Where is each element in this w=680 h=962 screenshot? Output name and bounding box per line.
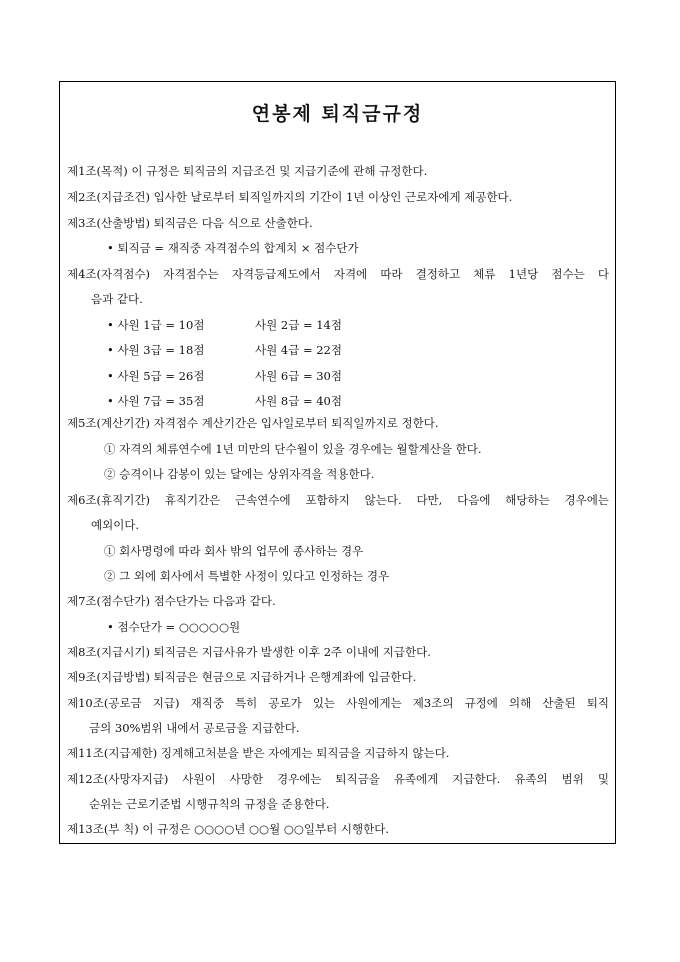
- word: 자격등급제도에서: [231, 267, 321, 281]
- article-9: 제9조(지급방법) 퇴직금은 현금으로 지급하거나 은행계좌에 입금한다.: [67, 670, 417, 684]
- word: 제6조(휴직기간): [67, 493, 150, 507]
- word: 규정에: [464, 696, 498, 710]
- word: 체류: [473, 267, 496, 281]
- word: 특히: [235, 696, 258, 710]
- word: 제10조(공로금: [67, 696, 142, 710]
- document-title: 연봉제 퇴직금규정: [251, 103, 424, 125]
- word: 않는다.: [364, 493, 402, 507]
- word: 근속연수에: [235, 493, 291, 507]
- article-5-item: ① 자격의 체류연수에 1년 미만의 단수월이 있을 경우에는 월할계산을 한다.: [104, 442, 482, 456]
- grade-right: 사원 6급 = 30점: [255, 369, 342, 383]
- article-8: 제8조(지급시기) 퇴직금은 지급사유가 발생한 이후 2주 이내에 지급한다.: [67, 645, 431, 659]
- word: 다만,: [416, 493, 443, 507]
- article-13: 제13조(부 칙) 이 규정은 ○○○○년 ○○월 ○○일부터 시행한다.: [67, 822, 389, 836]
- word: 유족의: [514, 772, 548, 786]
- word: 제4조(자격점수): [67, 267, 150, 281]
- article-7: 제7조(점수단가) 점수단가는 다음과 같다.: [67, 594, 276, 608]
- article-10-line2: 금의 30%범위 내에서 공로금을 지급한다.: [89, 721, 300, 735]
- word: 결정하고: [415, 267, 461, 281]
- word: 및: [597, 772, 609, 786]
- article-4-line2: 음과 같다.: [91, 292, 143, 306]
- word: 다음에: [457, 493, 491, 507]
- word: 사원이: [182, 772, 216, 786]
- grade-left: • 사원 5급 = 26점: [107, 369, 205, 383]
- word: 의해: [509, 696, 532, 710]
- grade-right: 사원 2급 = 14점: [255, 318, 342, 332]
- article-12-line2: 순위는 근로기준법 시행규칙의 규정을 준용한다.: [89, 797, 330, 811]
- word: 퇴직금을: [335, 772, 380, 786]
- word: 공로가: [268, 696, 302, 710]
- word: 산출된: [542, 696, 576, 710]
- word: 지급): [152, 696, 180, 710]
- article-6-line2: 예외이다.: [91, 518, 140, 532]
- word: 자격에: [333, 267, 368, 281]
- word: 따라: [380, 267, 403, 281]
- word: 점수는: [551, 267, 585, 281]
- word: 해당하는: [505, 493, 550, 507]
- article-7-value: • 점수단가 = ○○○○○원: [107, 620, 241, 634]
- word: 제3조의: [412, 696, 454, 710]
- word: 포함하지: [305, 493, 350, 507]
- article-3: 제3조(산출방법) 퇴직금은 다음 식으로 산출한다.: [67, 216, 313, 230]
- article-6-line1: [67, 493, 609, 507]
- article-12-line1: [67, 772, 609, 786]
- article-1: 제1조(목적) 이 규정은 퇴직금의 지급조건 및 지급기준에 관해 규정한다.: [67, 164, 428, 178]
- word: 휴직기간은: [164, 493, 221, 507]
- grade-right: 사원 4급 = 22점: [255, 343, 342, 357]
- grade-right: 사원 8급 = 40점: [255, 394, 342, 408]
- article-5: 제5조(계산기간) 자격점수 계산기간은 입사일로부터 퇴직일까지로 정한다.: [67, 416, 439, 430]
- word: 1년당: [508, 267, 539, 281]
- document-frame: [59, 81, 616, 844]
- article-6-item: ① 회사명령에 따라 회사 밖의 업무에 종사하는 경우: [104, 544, 364, 558]
- article-4-line1: [67, 267, 609, 281]
- article-2: 제2조(지급조건) 입사한 날로부터 퇴직일까지의 기간이 1년 이상인 근로자에게 제공한다.: [67, 190, 513, 204]
- grade-row: [107, 343, 507, 357]
- word: 퇴직: [586, 696, 609, 710]
- word: 사망한: [229, 772, 263, 786]
- article-5-item: ② 승격이나 감봉이 있는 달에는 상위자격을 적용한다.: [104, 467, 375, 481]
- word: 유족에게: [393, 772, 439, 786]
- word: 경우에는: [276, 772, 322, 786]
- article-6-item: ② 그 외에 회사에서 특별한 사정이 있다고 인정하는 경우: [104, 569, 390, 583]
- word: 다: [597, 267, 609, 281]
- article-3-formula: • 퇴직금 = 재직중 자격점수의 합계치 × 점수단가: [107, 241, 359, 255]
- word: 범위: [561, 772, 584, 786]
- word: 있는: [312, 696, 336, 710]
- word: 재직중: [190, 696, 224, 710]
- word: 제12조(사망자지급): [67, 772, 169, 786]
- article-10-line1: [67, 696, 609, 710]
- article-11: 제11조(지급제한) 징계해고처분을 받은 자에게는 퇴직금을 지급하지 않는다.: [67, 746, 450, 760]
- word: 자격점수는: [163, 267, 219, 281]
- word: 경우에는: [564, 493, 609, 507]
- grade-left: • 사원 7급 = 35점: [107, 394, 205, 408]
- grade-row: [107, 394, 507, 408]
- grade-row: [107, 318, 507, 332]
- grade-row: [107, 369, 507, 383]
- grade-left: • 사원 3급 = 18점: [107, 343, 205, 357]
- word: 지급한다.: [452, 772, 501, 786]
- word: 사원에게는: [346, 696, 402, 710]
- grade-left: • 사원 1급 = 10점: [107, 318, 205, 332]
